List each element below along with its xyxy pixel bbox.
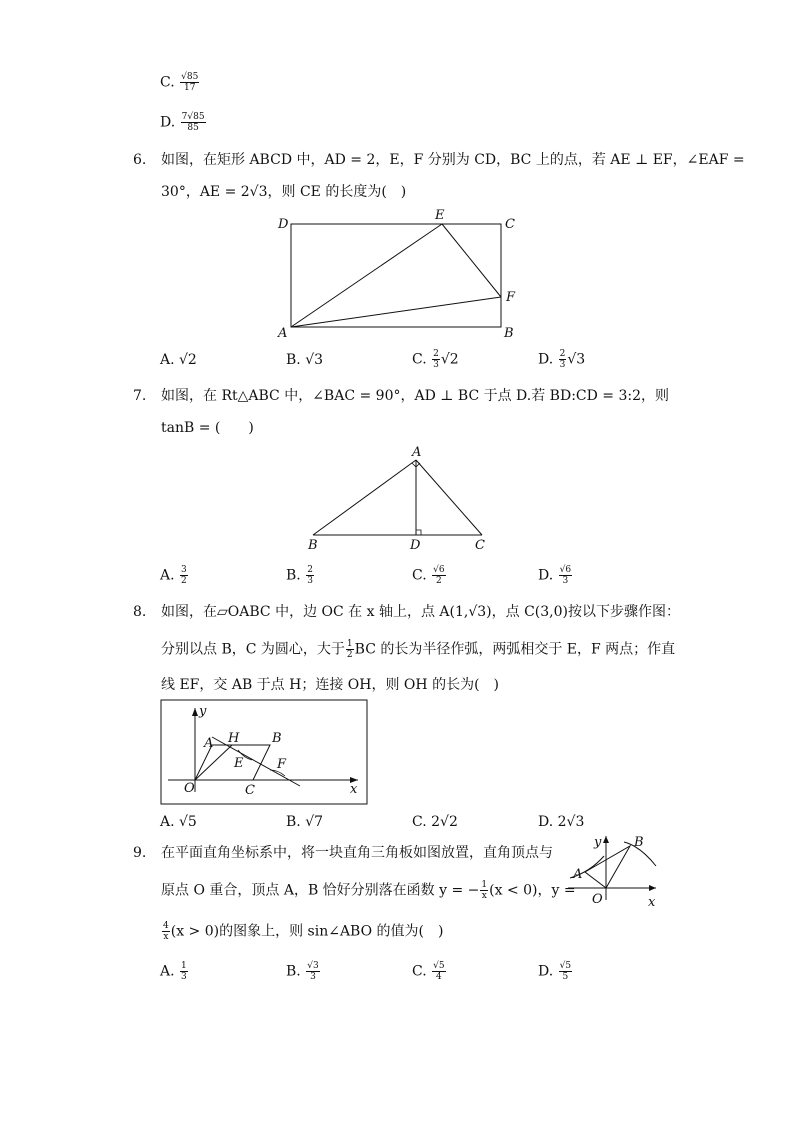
q8-option-d[interactable]: D. 2√3: [538, 814, 585, 830]
q9-label-b: B: [634, 835, 644, 850]
q7-number: 7.: [133, 388, 147, 404]
q6-option-a[interactable]: A. √2: [160, 352, 197, 368]
q7-option-a[interactable]: A. $\frac{3}{2}$: [160, 565, 187, 586]
q8-option-a[interactable]: A. √5: [160, 814, 197, 830]
q5-option-c-label: C.: [160, 74, 175, 91]
q8-text-line1: 如图，在▱OABC 中，边 OC 在 x 轴上，点 A(1,√3)，点 C(3,0)按以下步骤作图：: [161, 604, 680, 620]
q6-option-d[interactable]: D. $\frac{2}{3}$ √3: [538, 349, 586, 370]
q7-option-b[interactable]: B. $\frac{2}{3}$: [286, 565, 313, 586]
q8-option-c[interactable]: C. 2√2: [412, 814, 458, 830]
q6-label-f: F: [506, 290, 516, 305]
q9-label-y: y: [594, 835, 602, 850]
q8-label-o: O: [184, 781, 195, 796]
q9-number: 9.: [133, 845, 147, 861]
q8-text-line3: 线 EF，交 AB 于点 H；连接 OH，则 OH 的长为( ): [161, 677, 499, 693]
q6-text-line1: 如图，在矩形 ABCD 中，AD = 2，E，F 分别为 CD，BC 上的点，若 AE ⊥ EF，∠EAF =: [161, 152, 745, 168]
q8-label-x: x: [350, 782, 358, 797]
q6-label-e: E: [435, 208, 445, 223]
q5-option-d-label: D.: [160, 114, 176, 131]
q8-label-e: E: [234, 756, 244, 771]
q8-label-a: A: [204, 736, 214, 751]
q9-label-o: O: [592, 892, 603, 907]
q7-text-line1: 如图，在 Rt△ABC 中，∠BAC = 90°，AD ⊥ BC 于点 D.若 BD:CD = 3:2，则: [161, 388, 670, 404]
q9-label-a: A: [573, 867, 583, 882]
q7-label-d: D: [410, 538, 421, 553]
q9-text-line1: 在平面直角坐标系中，将一块直角三角板如图放置，直角顶点与: [161, 845, 553, 861]
q8-option-b[interactable]: B. √7: [286, 814, 324, 830]
q9-text-line3: $\frac{4}{x}$ (x > 0)的图象上，则 sin∠ABO 的值为( ): [163, 921, 444, 942]
q8-label-y: y: [199, 704, 207, 719]
q6-label-c: C: [505, 217, 515, 232]
q6-text-line2: 30°，AE = 2√3，则 CE 的长度为( ): [161, 184, 407, 200]
q7-option-c[interactable]: C. $\frac{√6}{2}$: [412, 565, 445, 586]
q5-option-d-fraction: $\frac{7√85}{85}$: [181, 112, 205, 133]
q6-option-c[interactable]: C. $\frac{2}{3}$ √2: [412, 349, 459, 370]
q9-option-d[interactable]: D. $\frac{√5}{5}$: [538, 961, 572, 982]
q9-option-b[interactable]: B. $\frac{√3}{3}$: [286, 961, 319, 982]
q7-option-d[interactable]: D. $\frac{√6}{3}$: [538, 565, 572, 586]
q8-label-h: H: [228, 731, 240, 746]
q5-option-c-fraction: $\frac{√85}{17}$: [181, 72, 199, 93]
q9-option-a[interactable]: A. $\frac{1}{3}$: [160, 961, 187, 982]
q8-number: 8.: [133, 604, 147, 620]
q6-label-d: D: [278, 217, 289, 232]
q8-label-b: B: [272, 731, 282, 746]
q7-label-c: C: [475, 538, 485, 553]
q9-label-x: x: [648, 895, 656, 910]
q7-label-b: B: [308, 538, 318, 553]
q7-label-a: A: [412, 445, 422, 460]
q9-text-line2: 原点 O 重合，顶点 A，B 恰好分别落在函数 y = − $\frac{1}{x}$ (x < 0)，y =: [161, 880, 576, 901]
q7-text-line2: tanB = ( ): [161, 420, 254, 436]
q6-option-b[interactable]: B. √3: [286, 352, 324, 368]
q6-number: 6.: [133, 152, 147, 168]
q6-label-a: A: [278, 326, 288, 341]
q6-label-b: B: [504, 326, 514, 341]
q9-option-c[interactable]: C. $\frac{√5}{4}$: [412, 961, 445, 982]
q8-label-c: C: [245, 783, 255, 798]
q8-text-line2: 分别以点 B，C 为圆心，大于 $\frac{1}{2}$ BC 的长为半径作弧，两弧相交于 E，F 两点；作直: [161, 639, 676, 660]
q8-label-f: F: [277, 757, 287, 772]
